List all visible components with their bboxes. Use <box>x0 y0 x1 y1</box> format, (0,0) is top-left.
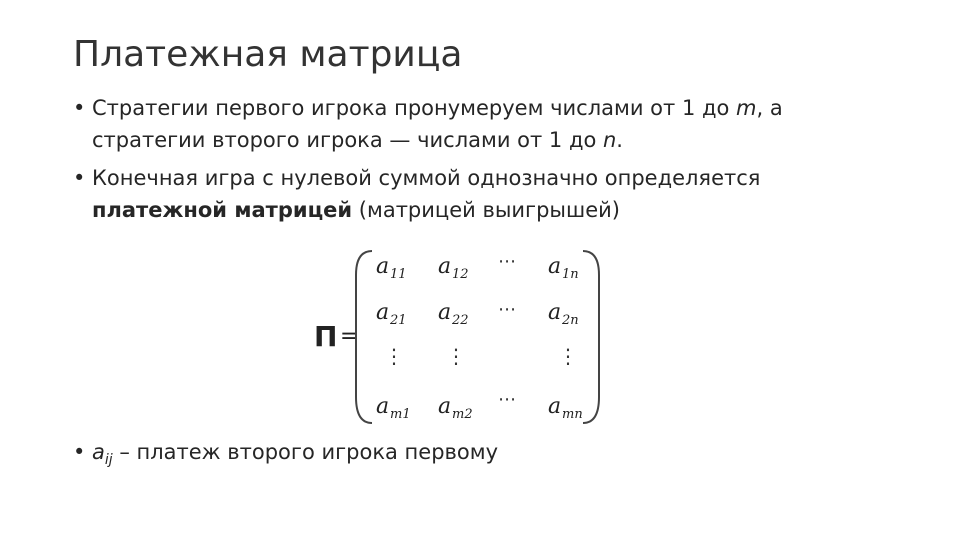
matrix-subscript: 11 <box>390 267 407 282</box>
matrix-cell: a <box>438 254 452 279</box>
bullet-item <box>73 436 873 476</box>
matrix-cell: a <box>376 254 390 279</box>
matrix-cell: a <box>438 300 452 325</box>
matrix-cell: a <box>548 300 562 325</box>
equals-sign: = <box>340 324 359 349</box>
bullet-item <box>73 162 873 226</box>
vertical-ellipsis: ⋮ <box>384 344 404 368</box>
vertical-ellipsis: ⋮ <box>558 344 578 368</box>
matrix-subscript: 12 <box>452 267 469 282</box>
bullet-text: , а <box>756 96 783 120</box>
bullet-definition <box>73 162 873 226</box>
matrix-cell: a <box>548 394 562 419</box>
matrix-cell: a <box>376 394 390 419</box>
variable-a: a <box>92 440 105 464</box>
bold-term: платежной матрицей <box>92 198 353 222</box>
matrix-subscript: m1 <box>390 407 411 422</box>
right-bracket <box>583 251 599 423</box>
bullet-text: . <box>616 128 623 152</box>
matrix-cell: a <box>438 394 452 419</box>
vertical-ellipsis: ⋮ <box>446 344 466 368</box>
bullet-text: Конечная игра с нулевой суммой однозначно определяется <box>92 166 761 190</box>
horizontal-ellipsis: ⋯ <box>498 251 516 272</box>
bullet-item <box>73 92 873 156</box>
matrix-cell: a <box>376 300 390 325</box>
matrix-cell: a <box>548 254 562 279</box>
bullet-dot: • <box>73 96 86 120</box>
bullet-text: Стратегии первого игрока пронумеруем числами от 1 до <box>92 96 737 120</box>
slide-title: Платежная матрица <box>73 34 463 75</box>
matrix-label: П <box>314 320 338 353</box>
variable-m: m <box>736 96 757 120</box>
matrix-subscript: 1n <box>562 267 579 282</box>
payoff-matrix <box>300 245 610 430</box>
horizontal-ellipsis: ⋯ <box>498 299 516 320</box>
variable-n: n <box>602 128 617 152</box>
bullet-text: стратегии второго игрока — числами от 1 до <box>92 128 603 152</box>
matrix-subscript: 2n <box>562 313 579 328</box>
bullet-dot: • <box>73 440 86 464</box>
bullet-text: (матрицей выигрышей) <box>352 198 620 222</box>
matrix-subscript: m2 <box>452 407 473 422</box>
subscript-ij: ij <box>104 452 113 469</box>
bullet-dot: • <box>73 166 86 190</box>
matrix-subscript: 22 <box>452 313 469 328</box>
matrix-subscript: 21 <box>390 313 407 328</box>
bullet-text: – платеж второго игрока первому <box>112 440 499 464</box>
matrix-subscript: mn <box>562 407 583 422</box>
horizontal-ellipsis: ⋯ <box>498 389 516 410</box>
bullet-payoff <box>73 436 873 476</box>
bullet-strategies <box>73 92 873 156</box>
